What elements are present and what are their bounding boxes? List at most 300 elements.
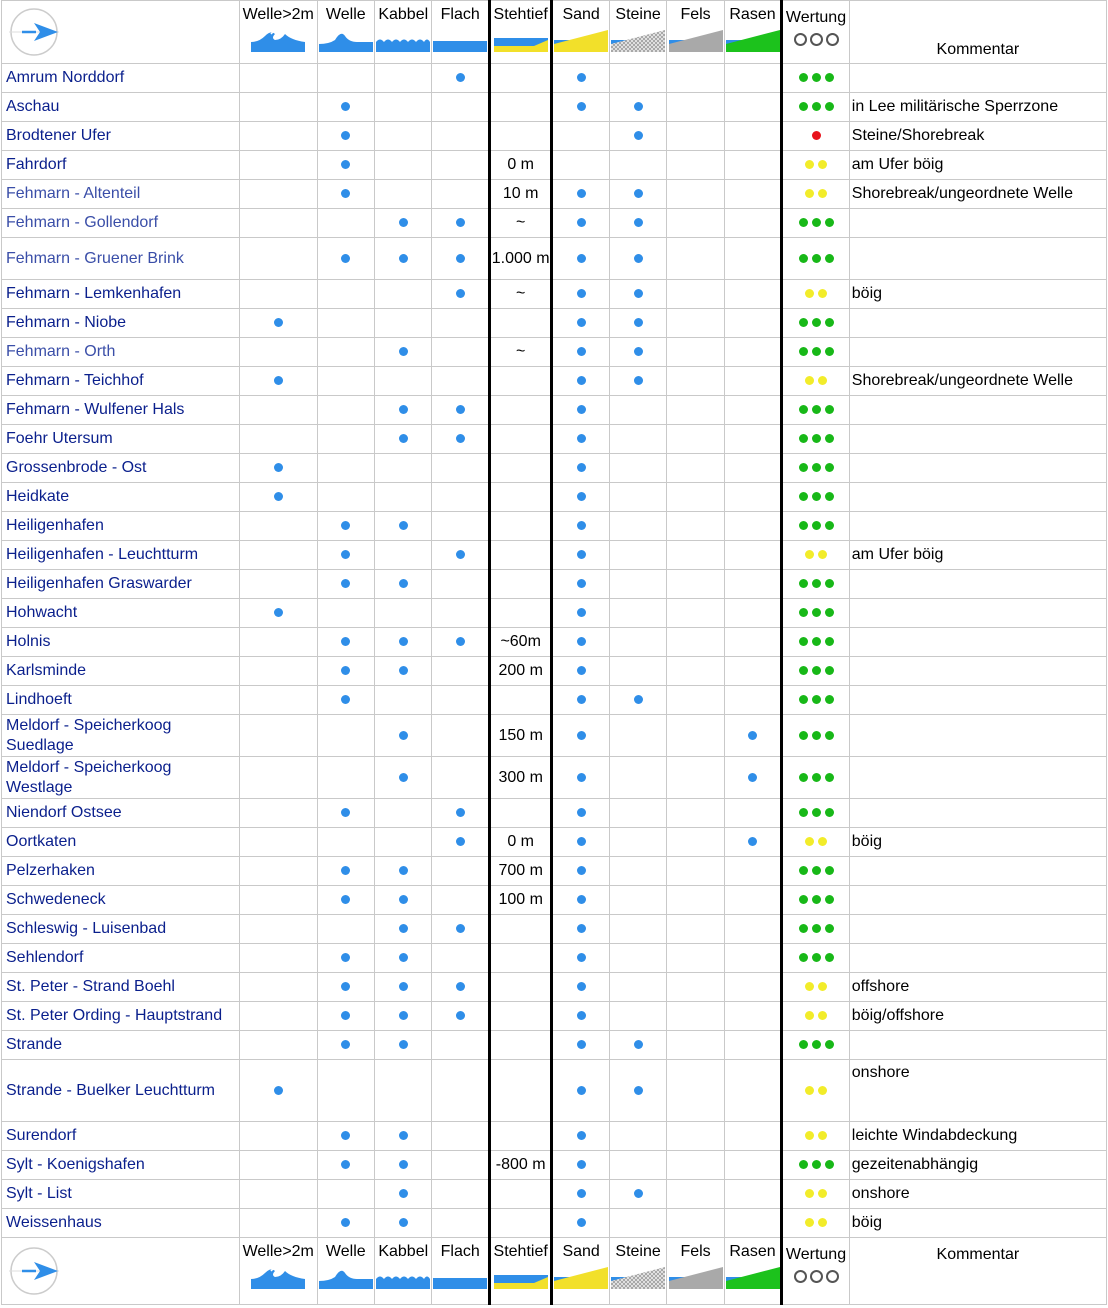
cell-kabbel (375, 1002, 432, 1031)
cell-fels (667, 915, 724, 944)
cell-welle-gross (239, 1209, 317, 1238)
cell-stehtief (489, 570, 552, 599)
cell-wertung (782, 64, 850, 93)
cell-rasen (724, 1151, 781, 1180)
table-header-bottom (2, 1238, 1107, 1305)
cell-sand (552, 828, 609, 857)
cell-welle (317, 570, 374, 599)
cell-flach (432, 425, 489, 454)
spot-link[interactable]: Lindhoeft (6, 691, 72, 708)
cell-welle-gross (239, 1002, 317, 1031)
cell-sand (552, 1031, 609, 1060)
welle-dot-icon (341, 982, 350, 991)
cell-kommentar: böig (849, 1209, 1106, 1238)
cell-kommentar (849, 628, 1106, 657)
cell-kabbel (375, 570, 432, 599)
cell-wertung (782, 309, 850, 338)
big-wave-icon (251, 26, 305, 52)
spot-link[interactable]: Fehmarn - Wulfener Hals (6, 401, 185, 418)
cell-flach (432, 944, 489, 973)
rating-green-icon (799, 579, 834, 588)
cell-rasen (724, 122, 781, 151)
cell-flach (432, 338, 489, 367)
flach-dot-icon (456, 1011, 465, 1020)
cell-flach (432, 1151, 489, 1180)
cell-welle (317, 1031, 374, 1060)
col-header-stehtief (489, 1, 552, 64)
cell-steine (609, 1151, 666, 1180)
sand-dot-icon (577, 189, 586, 198)
cell-kommentar (849, 757, 1106, 799)
table-row (2, 886, 1107, 915)
cell-wertung (782, 425, 850, 454)
cell-welle-gross (239, 367, 317, 396)
welle-dot-icon (341, 131, 350, 140)
spot-link[interactable]: Heiligenhafen Graswarder (6, 575, 192, 592)
flach-dot-icon (456, 289, 465, 298)
cell-wertung (782, 886, 850, 915)
cell-rasen (724, 483, 781, 512)
cell-rasen (724, 715, 781, 757)
spot-name-cell (2, 1060, 240, 1122)
table-row (2, 122, 1107, 151)
col-header-sand (552, 1238, 609, 1305)
table-row (2, 628, 1107, 657)
spot-link[interactable]: Meldorf - Speicherkoog Westlage (6, 758, 172, 796)
kabbel-dot-icon (399, 731, 408, 740)
cell-fels (667, 1209, 724, 1238)
cell-flach (432, 857, 489, 886)
cell-flach (432, 122, 489, 151)
cell-welle-gross (239, 541, 317, 570)
cell-welle-gross (239, 570, 317, 599)
spot-link[interactable]: Fehmarn - Gruener Brink (6, 249, 184, 267)
spot-link[interactable]: Niendorf Ostsee (6, 804, 122, 821)
cell-wertung (782, 122, 850, 151)
cell-kommentar (849, 570, 1106, 599)
spot-link[interactable]: Fehmarn - Teichhof (6, 372, 144, 389)
cell-kabbel (375, 238, 432, 280)
col-label-welle: Welle (325, 6, 366, 23)
flach-dot-icon (456, 254, 465, 263)
cell-rasen (724, 757, 781, 799)
spot-link[interactable]: Fehmarn - Gollendorf (6, 214, 159, 231)
sand-dot-icon (577, 773, 586, 782)
rating-green-icon (799, 102, 834, 111)
cell-welle (317, 367, 374, 396)
cell-kabbel (375, 657, 432, 686)
flach-dot-icon (456, 550, 465, 559)
welle-dot-icon (341, 637, 350, 646)
welle-dot-icon (341, 579, 350, 588)
spot-link[interactable]: Hohwacht (6, 604, 78, 621)
cell-fels (667, 628, 724, 657)
cell-kommentar (849, 454, 1106, 483)
cell-welle (317, 483, 374, 512)
cell-steine (609, 367, 666, 396)
cell-rasen (724, 828, 781, 857)
cell-steine (609, 757, 666, 799)
spot-link[interactable]: Fehmarn - Niobe (6, 314, 127, 331)
cell-flach (432, 828, 489, 857)
cell-fels (667, 209, 724, 238)
rating-green-icon (799, 773, 834, 782)
spot-link[interactable]: Fehmarn - Altenteil (6, 185, 141, 202)
cell-welle-gross (239, 338, 317, 367)
table-row (2, 541, 1107, 570)
cell-kabbel (375, 541, 432, 570)
cell-kabbel (375, 628, 432, 657)
steine-dot-icon (634, 376, 643, 385)
col-label-kommentar: Kommentar (936, 41, 1020, 58)
cell-rasen (724, 599, 781, 628)
col-header-fels (667, 1, 724, 64)
spot-name-cell (2, 570, 240, 599)
spot-link[interactable]: St. Peter Ording - Hauptstrand (6, 1007, 223, 1024)
col-header-welle-gross (239, 1238, 317, 1305)
rating-yellow-icon (805, 982, 827, 991)
steine-dot-icon (634, 318, 643, 327)
spot-link[interactable]: Pelzerhaken (6, 862, 95, 879)
cell-wertung (782, 757, 850, 799)
spot-link[interactable]: Schleswig - Luisenbad (6, 920, 167, 937)
sand-dot-icon (577, 218, 586, 227)
cell-fels (667, 1060, 724, 1122)
cell-kabbel (375, 973, 432, 1002)
rating-green-icon (799, 808, 834, 817)
cell-kommentar (849, 915, 1106, 944)
cell-fels (667, 396, 724, 425)
kabbel-dot-icon (399, 1040, 408, 1049)
cell-wertung (782, 512, 850, 541)
col-label-flach: Flach (440, 1243, 480, 1260)
sand-dot-icon (577, 695, 586, 704)
cell-wertung (782, 599, 850, 628)
cell-flach (432, 1209, 489, 1238)
cell-steine (609, 512, 666, 541)
cell-sand (552, 1209, 609, 1238)
table-row (2, 309, 1107, 338)
cell-stehtief: 150 m (489, 715, 552, 757)
spot-link[interactable]: St. Peter - Strand Boehl (6, 978, 175, 995)
cell-welle-gross (239, 64, 317, 93)
spot-name-cell (2, 628, 240, 657)
cell-kommentar (849, 483, 1106, 512)
cell-fels (667, 180, 724, 209)
cell-rasen (724, 628, 781, 657)
welle-dot-icon (341, 550, 350, 559)
cell-steine (609, 122, 666, 151)
cell-sand (552, 1180, 609, 1209)
cell-welle-gross (239, 238, 317, 280)
table-row (2, 1180, 1107, 1209)
cell-steine (609, 715, 666, 757)
cell-fels (667, 338, 724, 367)
cell-stehtief (489, 122, 552, 151)
sand-dot-icon (577, 376, 586, 385)
cell-welle-gross (239, 93, 317, 122)
spot-link[interactable]: Grossenbrode - Ost (6, 459, 147, 476)
table-row (2, 715, 1107, 757)
cell-rasen (724, 309, 781, 338)
rating-green-icon (799, 731, 834, 740)
cell-kabbel (375, 122, 432, 151)
cell-welle (317, 857, 374, 886)
spot-name-cell (2, 122, 240, 151)
cell-stehtief: 10 m (489, 180, 552, 209)
sand-dot-icon (577, 405, 586, 414)
spot-name-cell (2, 757, 240, 799)
cell-stehtief (489, 1209, 552, 1238)
cell-welle-gross (239, 657, 317, 686)
rating-green-icon (799, 254, 834, 263)
cell-stehtief: 1.000 m (489, 238, 552, 280)
spot-link[interactable]: Heidkate (6, 488, 70, 505)
flach-dot-icon (456, 924, 465, 933)
welle-dot-icon (341, 102, 350, 111)
rasen-dot-icon (748, 837, 757, 846)
cell-kabbel (375, 151, 432, 180)
cell-flach (432, 1060, 489, 1122)
cell-wertung (782, 1151, 850, 1180)
col-label-rasen: Rasen (729, 1243, 776, 1260)
cell-sand (552, 512, 609, 541)
table-row (2, 280, 1107, 309)
table-row (2, 64, 1107, 93)
cell-fels (667, 944, 724, 973)
cell-steine (609, 93, 666, 122)
kabbel-dot-icon (399, 895, 408, 904)
col-label-fels: Fels (680, 1243, 711, 1260)
cell-sand (552, 93, 609, 122)
rating-green-icon (799, 1160, 834, 1169)
cell-sand (552, 454, 609, 483)
cell-fels (667, 93, 724, 122)
welle-dot-icon (341, 1218, 350, 1227)
cell-kommentar (849, 338, 1106, 367)
cell-sand (552, 122, 609, 151)
cell-sand (552, 757, 609, 799)
welle-dot-icon (341, 521, 350, 530)
spot-link[interactable]: Fehmarn - Lemkenhafen (6, 285, 182, 302)
cell-kabbel (375, 715, 432, 757)
sand-dot-icon (577, 347, 586, 356)
cell-steine (609, 425, 666, 454)
spot-link[interactable]: Strande (6, 1036, 63, 1053)
spot-link[interactable]: Karlsminde (6, 662, 87, 679)
steine-dot-icon (634, 189, 643, 198)
spot-link[interactable]: Heiligenhafen - Leuchtturm (6, 546, 199, 563)
cell-wertung (782, 1209, 850, 1238)
cell-welle (317, 512, 374, 541)
cell-stehtief (489, 454, 552, 483)
kabbel-dot-icon (399, 347, 408, 356)
cell-steine (609, 396, 666, 425)
cell-rasen (724, 915, 781, 944)
spot-name-cell (2, 483, 240, 512)
cell-stehtief: 0 m (489, 828, 552, 857)
cell-steine (609, 483, 666, 512)
cell-sand (552, 715, 609, 757)
cell-flach (432, 1122, 489, 1151)
rating-yellow-icon (805, 376, 827, 385)
cell-rasen (724, 1122, 781, 1151)
col-label-flach: Flach (440, 6, 480, 23)
wave-icon (319, 26, 373, 52)
cell-fels (667, 570, 724, 599)
cell-welle (317, 64, 374, 93)
cell-welle-gross (239, 973, 317, 1002)
cell-kabbel (375, 280, 432, 309)
cell-wertung (782, 915, 850, 944)
col-header-steine (609, 1238, 666, 1305)
cell-sand (552, 944, 609, 973)
cell-kabbel (375, 396, 432, 425)
cell-fels (667, 454, 724, 483)
rating-yellow-icon (805, 1011, 827, 1020)
cell-kommentar (849, 512, 1106, 541)
spot-link[interactable]: Heiligenhafen (6, 517, 104, 534)
spot-link[interactable]: Foehr Utersum (6, 430, 113, 447)
spot-link[interactable]: Weissenhaus (6, 1214, 102, 1231)
spot-link[interactable]: Aschau (6, 98, 60, 115)
sand-dot-icon (577, 1040, 586, 1049)
rating-yellow-icon (805, 1189, 827, 1198)
cell-kommentar: Shorebreak/ungeordnete Welle (849, 180, 1106, 209)
cell-wertung (782, 541, 850, 570)
cell-sand (552, 599, 609, 628)
spot-name-cell (2, 944, 240, 973)
welle-dot-icon (341, 254, 350, 263)
cell-welle-gross (239, 915, 317, 944)
cell-kommentar (849, 715, 1106, 757)
cell-rasen (724, 857, 781, 886)
cell-kabbel (375, 915, 432, 944)
table-row (2, 828, 1107, 857)
cell-kommentar: gezeitenabhängig (849, 1151, 1106, 1180)
spot-link[interactable]: Sylt - Koenigshafen (6, 1156, 145, 1173)
kabbel-dot-icon (399, 521, 408, 530)
spot-link[interactable]: Amrum Norddorf (6, 69, 125, 86)
cell-welle (317, 1002, 374, 1031)
cell-fels (667, 857, 724, 886)
cell-kommentar: Steine/Shorebreak (849, 122, 1106, 151)
welle-dot-icon (341, 866, 350, 875)
spot-link[interactable]: Surendorf (6, 1127, 77, 1144)
spot-link[interactable]: Fehmarn - Orth (6, 343, 116, 360)
cell-sand (552, 309, 609, 338)
spot-link[interactable]: Sehlendorf (6, 949, 84, 966)
spot-link[interactable]: Fahrdorf (6, 156, 67, 173)
cell-fels (667, 367, 724, 396)
stones-beach-icon (611, 1263, 665, 1289)
cell-welle-gross (239, 1060, 317, 1122)
rating-green-icon (799, 492, 834, 501)
cell-welle (317, 715, 374, 757)
spot-name-cell (2, 93, 240, 122)
cell-stehtief (489, 309, 552, 338)
cell-rasen (724, 886, 781, 915)
cell-steine (609, 657, 666, 686)
welle-dot-icon (341, 1011, 350, 1020)
table-row (2, 454, 1107, 483)
flach-dot-icon (456, 73, 465, 82)
cell-kabbel (375, 64, 432, 93)
spot-link[interactable]: Oortkaten (6, 833, 77, 850)
cell-flach (432, 483, 489, 512)
kabbel-dot-icon (399, 254, 408, 263)
table-row (2, 686, 1107, 715)
cell-steine (609, 238, 666, 280)
cell-kabbel (375, 180, 432, 209)
spot-name-cell (2, 396, 240, 425)
kabbel-dot-icon (399, 1218, 408, 1227)
cell-steine (609, 1031, 666, 1060)
cell-welle (317, 209, 374, 238)
steine-dot-icon (634, 102, 643, 111)
cell-sand (552, 1122, 609, 1151)
cell-kommentar: böig/offshore (849, 1002, 1106, 1031)
sand-dot-icon (577, 521, 586, 530)
spot-name-cell (2, 1002, 240, 1031)
col-label-kabbel: Kabbel (378, 1243, 429, 1260)
spot-link[interactable]: Sylt - List (6, 1185, 72, 1202)
cell-stehtief (489, 512, 552, 541)
cell-sand (552, 483, 609, 512)
cell-rasen (724, 1031, 781, 1060)
spot-name-cell (2, 886, 240, 915)
cell-fels (667, 280, 724, 309)
sand-dot-icon (577, 731, 586, 740)
col-label-rasen: Rasen (729, 6, 776, 23)
cell-steine (609, 1180, 666, 1209)
flach-dot-icon (456, 808, 465, 817)
cell-flach (432, 628, 489, 657)
spot-link[interactable]: Holnis (6, 633, 51, 650)
cell-flach (432, 599, 489, 628)
spot-link[interactable]: Strande - Buelker Leuchtturm (6, 1081, 215, 1099)
spot-link[interactable]: Meldorf - Speicherkoog Suedlage (6, 716, 172, 754)
welle-dot-icon (341, 1160, 350, 1169)
cell-welle (317, 828, 374, 857)
rating-green-icon (799, 318, 834, 327)
col-label-welle: Welle (325, 1243, 366, 1260)
cell-wertung (782, 944, 850, 973)
col-label-steine: Steine (615, 1243, 661, 1260)
cell-flach (432, 1180, 489, 1209)
cell-welle (317, 122, 374, 151)
cell-welle-gross (239, 599, 317, 628)
cell-kabbel (375, 686, 432, 715)
steine-dot-icon (634, 218, 643, 227)
spot-link[interactable]: Brodtener Ufer (6, 127, 111, 144)
cell-wertung (782, 657, 850, 686)
cell-steine (609, 541, 666, 570)
sand-dot-icon (577, 924, 586, 933)
cell-stehtief: ~ (489, 280, 552, 309)
spot-name-cell (2, 280, 240, 309)
kabbel-dot-icon (399, 1189, 408, 1198)
cell-wertung (782, 209, 850, 238)
rating-green-icon (799, 405, 834, 414)
standing-depth-icon (494, 26, 548, 52)
kabbel-dot-icon (399, 982, 408, 991)
cell-flach (432, 180, 489, 209)
big-wave-icon (251, 1263, 305, 1289)
spot-link[interactable]: Schwedeneck (6, 891, 106, 908)
chop-icon (376, 1263, 430, 1289)
cell-welle-gross (239, 122, 317, 151)
